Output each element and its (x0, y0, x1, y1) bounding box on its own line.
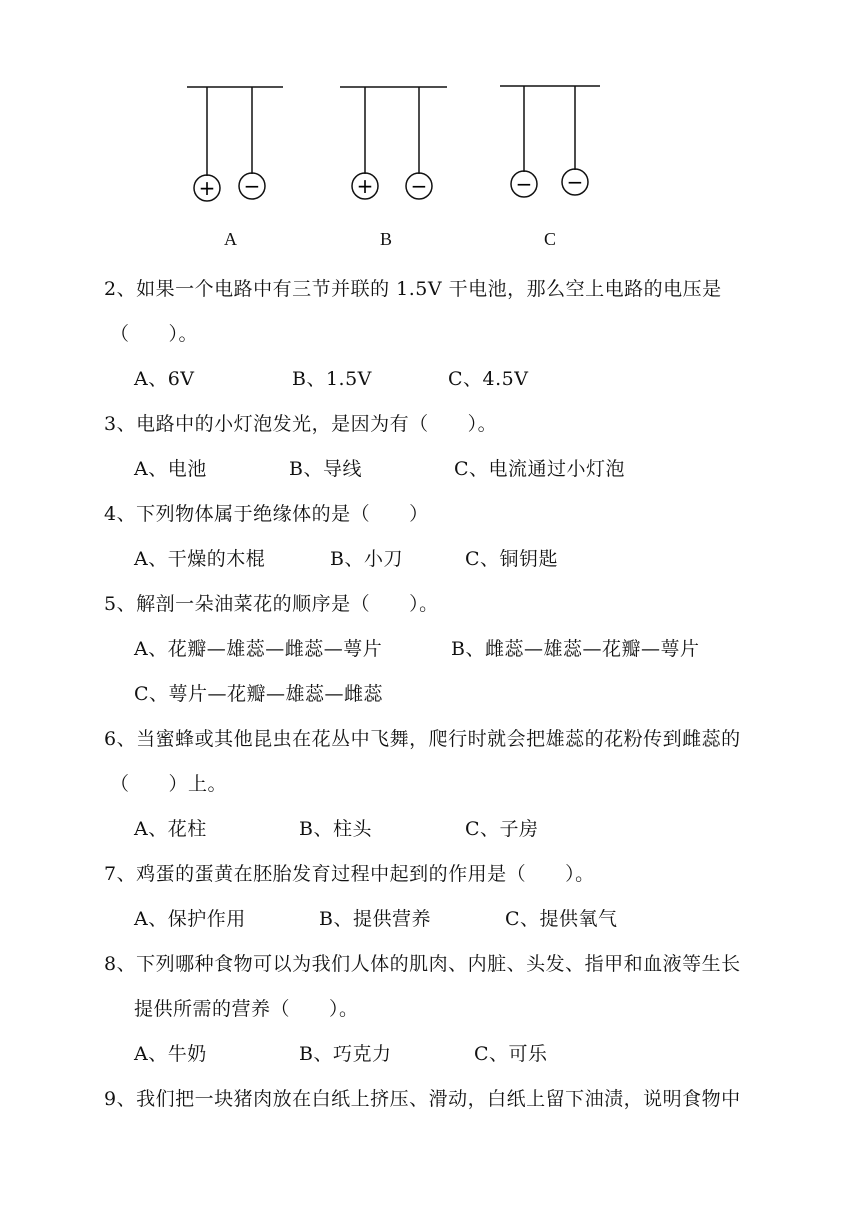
option-c[interactable]: C、萼片—花瓣—雄蕊—雌蕊 (134, 683, 384, 705)
option-b[interactable]: B、1.5V (292, 368, 372, 390)
question-8-line-2: 提供所需的营养（ ）。 (134, 998, 359, 1020)
terminal-sign: − (566, 170, 584, 194)
option-b[interactable]: B、小刀 (330, 548, 403, 570)
electrode-pair-b (340, 87, 447, 199)
option-a[interactable]: A、花瓣—雄蕊—雌蕊—萼片 (134, 638, 383, 660)
option-a[interactable]: A、牛奶 (134, 1043, 207, 1065)
figure-label-b: B (380, 229, 393, 249)
terminal-sign: − (515, 172, 533, 196)
option-a[interactable]: A、电池 (134, 458, 207, 480)
terminal-sign: + (198, 176, 216, 200)
question-7-line-1: 7、鸡蛋的蛋黄在胚胎发育过程中起到的作用是（ ）。 (104, 863, 595, 885)
option-c[interactable]: C、铜钥匙 (465, 548, 559, 570)
question-3-options (134, 454, 625, 481)
option-c[interactable]: C、提供氧气 (505, 908, 618, 930)
option-a[interactable]: A、花柱 (134, 818, 207, 840)
question-6-line-1: 6、当蜜蜂或其他昆虫在花丛中飞舞，爬行时就会把雄蕊的花粉传到雌蕊的 (104, 728, 741, 750)
question-3-line-1: 3、电路中的小灯泡发光，是因为有（ ）。 (104, 413, 498, 435)
option-a[interactable]: A、保护作用 (134, 908, 246, 930)
question-2-line-2: （ ）。 (110, 323, 199, 345)
figure-label-a: A (224, 229, 237, 249)
option-c[interactable]: C、电流通过小灯泡 (454, 458, 626, 480)
question-5-line-1: 5、解剖一朵油菜花的顺序是（ ）。 (104, 593, 439, 615)
question-6-line-2: （ ）上。 (110, 773, 228, 795)
terminal-sign: − (410, 174, 428, 198)
question-2-options (134, 364, 528, 391)
electrode-pair-c (500, 86, 600, 197)
question-7-options (134, 904, 618, 931)
question-8-options (134, 1039, 548, 1066)
option-a[interactable]: A、干燥的木棍 (134, 548, 266, 570)
question-5-options-row-2 (134, 679, 383, 706)
electrode-diagram (0, 0, 860, 260)
option-b[interactable]: B、巧克力 (299, 1043, 392, 1065)
option-c[interactable]: C、可乐 (474, 1043, 548, 1065)
option-b[interactable]: B、雌蕊—雄蕊—花瓣—萼片 (451, 638, 700, 660)
electrode-pair-a (187, 87, 283, 201)
question-4-options (134, 544, 558, 571)
question-6-options (134, 814, 539, 841)
question-2-line-1: 2、如果一个电路中有三节并联的 1.5V 干电池，那么空上电路的电压是 (104, 278, 722, 300)
terminal-sign: − (243, 174, 261, 198)
option-b[interactable]: B、柱头 (299, 818, 372, 840)
question-4-line-1: 4、下列物体属于绝缘体的是（ ） (104, 503, 429, 525)
option-b[interactable]: B、提供营养 (319, 908, 431, 930)
question-9-line-1: 9、我们把一块猪肉放在白纸上挤压、滑动，白纸上留下油渍，说明食物中 (104, 1088, 741, 1110)
figure-label-c: C (544, 229, 557, 249)
option-c[interactable]: C、4.5V (448, 368, 529, 390)
question-8-line-1: 8、下列哪种食物可以为我们人体的肌肉、内脏、头发、指甲和血液等生长 (104, 953, 741, 975)
option-b[interactable]: B、导线 (289, 458, 362, 480)
option-c[interactable]: C、子房 (465, 818, 539, 840)
terminal-sign: + (356, 174, 374, 198)
question-5-options-row-1 (134, 634, 699, 661)
option-a[interactable]: A、6V (134, 368, 195, 390)
